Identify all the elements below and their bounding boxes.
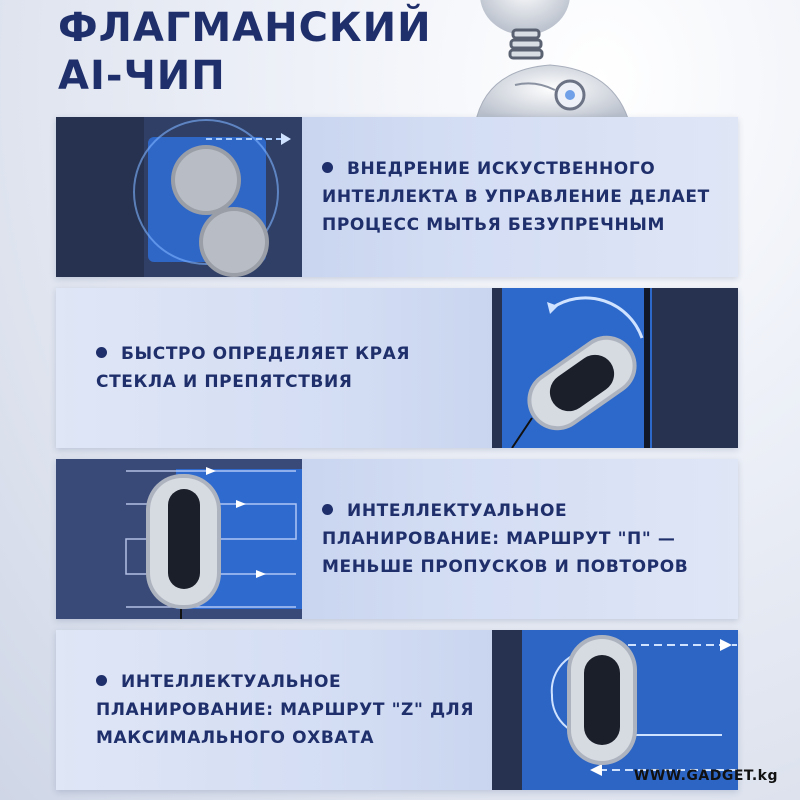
feature-card-z-route [56,630,738,790]
bullet-icon [96,347,107,358]
robot-illustration [455,0,655,125]
feature-card-edges [56,288,738,448]
feature-card-ai [56,117,738,277]
robot-edge-detection-image [492,288,738,448]
bullet-icon [322,504,333,515]
website-watermark: WWW.GADGET.kg [633,768,778,784]
bullet-icon [96,675,107,686]
feature-text-p-route: ИНТЕЛЛЕКТУАЛЬНОЕ ПЛАНИРОВАНИЕ: МАРШРУТ "П" — МЕНЬШЕ ПРОПУСКОВ И ПОВТОРОВ [322,501,689,577]
bullet-icon [322,162,333,173]
robot-z-route-image [492,630,738,790]
cleaning-pads-image [56,117,302,277]
page-title: ФЛАГМАНСКИЙ AI-ЧИП [58,5,432,99]
feature-text-ai: ВНЕДРЕНИЕ ИСКУСТВЕННОГО ИНТЕЛЛЕКТА В УПРАВЛЕНИЕ ДЕЛАЕТ ПРОЦЕСС МЫТЬЯ БЕЗУПРЕЧНЫМ [322,159,710,235]
robot-p-route-image [56,459,302,619]
feature-text-edges: БЫСТРО ОПРЕДЕЛЯЕТ КРАЯ СТЕКЛА И ПРЕПЯТСТВИЯ [96,344,411,392]
feature-text-z-route: ИНТЕЛЛЕКТУАЛЬНОЕ ПЛАНИРОВАНИЕ: МАРШРУТ "Z" ДЛЯ МАКСИМАЛЬНОГО ОХВАТА [96,672,475,748]
feature-card-p-route [56,459,738,619]
